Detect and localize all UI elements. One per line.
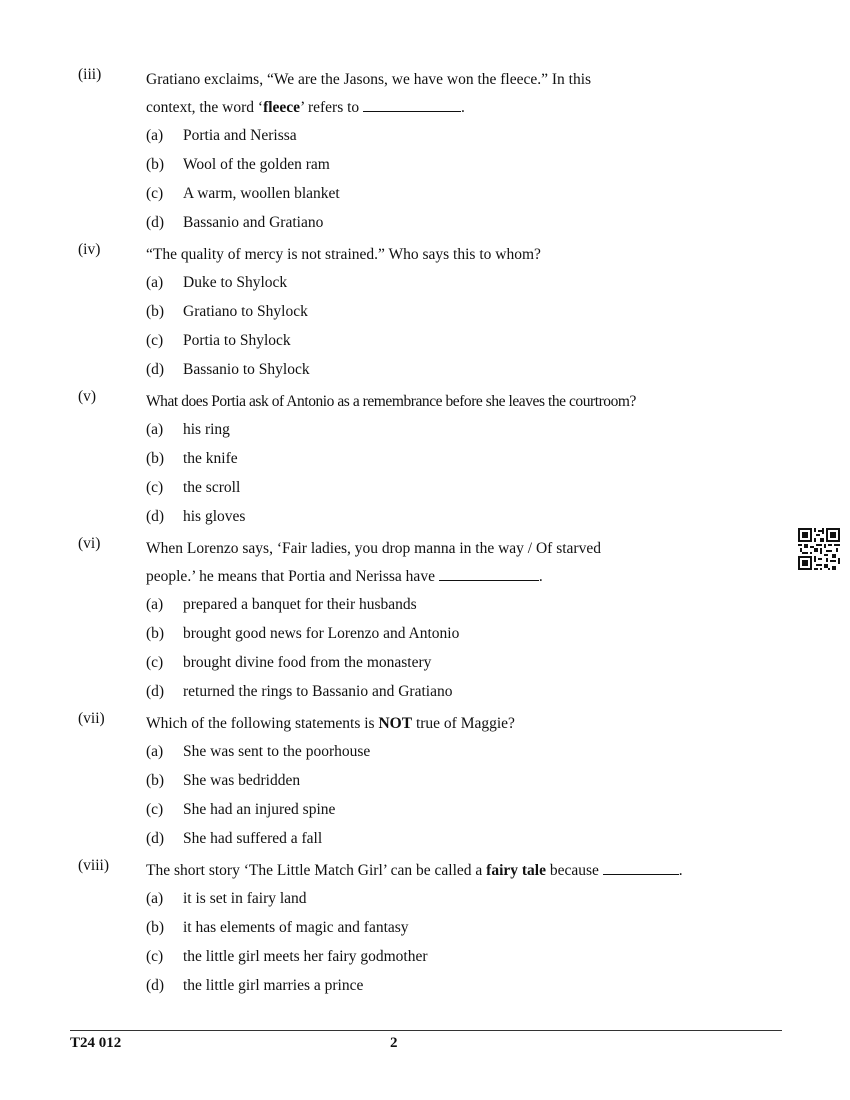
question-v [78, 388, 718, 532]
question-stem [146, 241, 718, 269]
question-iv [78, 241, 718, 385]
paper-code: T24 012 [70, 1035, 122, 1051]
option [146, 269, 718, 298]
question-viii [78, 857, 718, 1001]
stem-text: ’ refers to [300, 99, 360, 116]
option-text: prepared a banquet for their husbands [183, 596, 417, 613]
question-stem [146, 857, 718, 885]
stem-text: true of Maggie? [412, 715, 515, 732]
stem-line [146, 563, 718, 591]
option-label: (a) [146, 890, 164, 907]
option-text: his ring [183, 421, 230, 438]
stem-emphasis: NOT [378, 715, 413, 732]
question-number: (vii) [78, 710, 105, 727]
question-stem [146, 388, 718, 416]
option [146, 649, 718, 678]
option [146, 416, 718, 445]
question-stem [146, 535, 718, 591]
option-label: (a) [146, 274, 164, 291]
page-number: 2 [390, 1035, 398, 1051]
option [146, 825, 718, 854]
question-vii [78, 710, 718, 854]
option-label: (b) [146, 918, 165, 936]
option [146, 972, 718, 1001]
option-text: Bassanio to Shylock [183, 360, 310, 378]
option-label: (d) [146, 976, 165, 994]
stem-text: The short story ‘The Little Match Girl’ can be called a [146, 862, 487, 879]
option-text: She was bedridden [183, 771, 301, 789]
option [146, 914, 718, 943]
option-label: (c) [146, 184, 164, 202]
option-label: (b) [146, 155, 165, 173]
stem-line [146, 710, 718, 738]
option-text: Duke to Shylock [183, 274, 288, 291]
option-text: Bassanio and Gratiano [183, 213, 324, 231]
question-number: (vi) [78, 535, 101, 552]
option [146, 209, 718, 238]
option-label: (b) [146, 771, 165, 789]
option-text: Portia and Nerissa [183, 127, 297, 144]
option-label: (d) [146, 213, 165, 231]
option-text: returned the rings to Bassanio and Gratiano [183, 682, 453, 700]
question-vi [78, 535, 718, 707]
option-text: the little girl meets her fairy godmother [183, 947, 428, 965]
option-label: (c) [146, 331, 164, 349]
answer-blank [439, 566, 539, 581]
option-text: brought good news for Lorenzo and Antonio [183, 624, 460, 642]
option [146, 678, 718, 707]
option [146, 943, 718, 972]
answer-blank [603, 860, 679, 875]
stem-text: . [538, 568, 543, 585]
option-label: (d) [146, 829, 165, 847]
question-stem [146, 66, 718, 122]
stem-text: people.’ he means that Portia and Nerissa have [146, 568, 435, 585]
option-label: (a) [146, 596, 164, 613]
option-text: Gratiano to Shylock [183, 302, 308, 320]
question-stem [146, 710, 718, 738]
option-label: (c) [146, 947, 164, 965]
answer-blank [363, 97, 461, 112]
option [146, 122, 718, 151]
footer-divider [70, 1030, 782, 1031]
option-text: She had an injured spine [183, 800, 336, 818]
stem-text: Which of the following statements is [146, 715, 379, 732]
option-text: Wool of the golden ram [183, 155, 330, 173]
stem-emphasis: fairy tale [486, 862, 546, 879]
option [146, 767, 718, 796]
option [146, 327, 718, 356]
stem-line: “The quality of mercy is not strained.” Who says this to whom? [146, 246, 541, 263]
option [146, 356, 718, 385]
question-number: (iv) [78, 241, 101, 258]
option-text: his gloves [183, 507, 246, 525]
option [146, 738, 718, 767]
option-label: (a) [146, 421, 164, 438]
option [146, 474, 718, 503]
option [146, 151, 718, 180]
option-label: (d) [146, 360, 165, 378]
qr-code-icon [798, 528, 840, 570]
option-label: (a) [146, 743, 164, 760]
option-label: (b) [146, 302, 165, 320]
option-text: Portia to Shylock [183, 331, 291, 349]
option [146, 180, 718, 209]
option-text: She was sent to the poorhouse [183, 743, 371, 760]
question-iii [78, 66, 718, 238]
question-number: (viii) [78, 857, 109, 874]
stem-line: What does Portia ask of Antonio as a remembrance before she leaves the courtroom? [146, 393, 636, 410]
option-text: it is set in fairy land [183, 890, 307, 907]
option [146, 591, 718, 620]
stem-line [146, 94, 718, 122]
option-label: (c) [146, 800, 164, 818]
question-number: (iii) [78, 66, 102, 83]
option-text: A warm, woollen blanket [183, 184, 340, 202]
option [146, 298, 718, 327]
stem-emphasis: fleece [263, 99, 301, 116]
stem-line: Gratiano exclaims, “We are the Jasons, we have won the fleece.” In this [146, 71, 592, 88]
option-label: (b) [146, 449, 165, 467]
option-text: the scroll [183, 478, 241, 496]
stem-text: context, the word ‘ [146, 99, 264, 116]
stem-text: because [545, 862, 599, 879]
option-label: (b) [146, 624, 165, 642]
stem-text: . [678, 862, 683, 879]
option-text: it has elements of magic and fantasy [183, 918, 409, 936]
stem-line [146, 857, 718, 885]
option [146, 503, 718, 532]
stem-text: . [461, 99, 465, 116]
option-label: (c) [146, 653, 164, 671]
option-text: She had suffered a fall [183, 829, 323, 847]
option-text: the little girl marries a prince [183, 976, 364, 994]
option-label: (a) [146, 127, 164, 144]
option-label: (d) [146, 507, 165, 525]
option-label: (c) [146, 478, 164, 496]
option [146, 796, 718, 825]
option-label: (d) [146, 682, 165, 700]
question-number: (v) [78, 388, 97, 405]
option [146, 885, 718, 914]
stem-line: When Lorenzo says, ‘Fair ladies, you drop manna in the way / Of starved [146, 540, 601, 557]
option [146, 445, 718, 474]
option-text: brought divine food from the monastery [183, 653, 432, 671]
option [146, 620, 718, 649]
option-text: the knife [183, 449, 238, 467]
